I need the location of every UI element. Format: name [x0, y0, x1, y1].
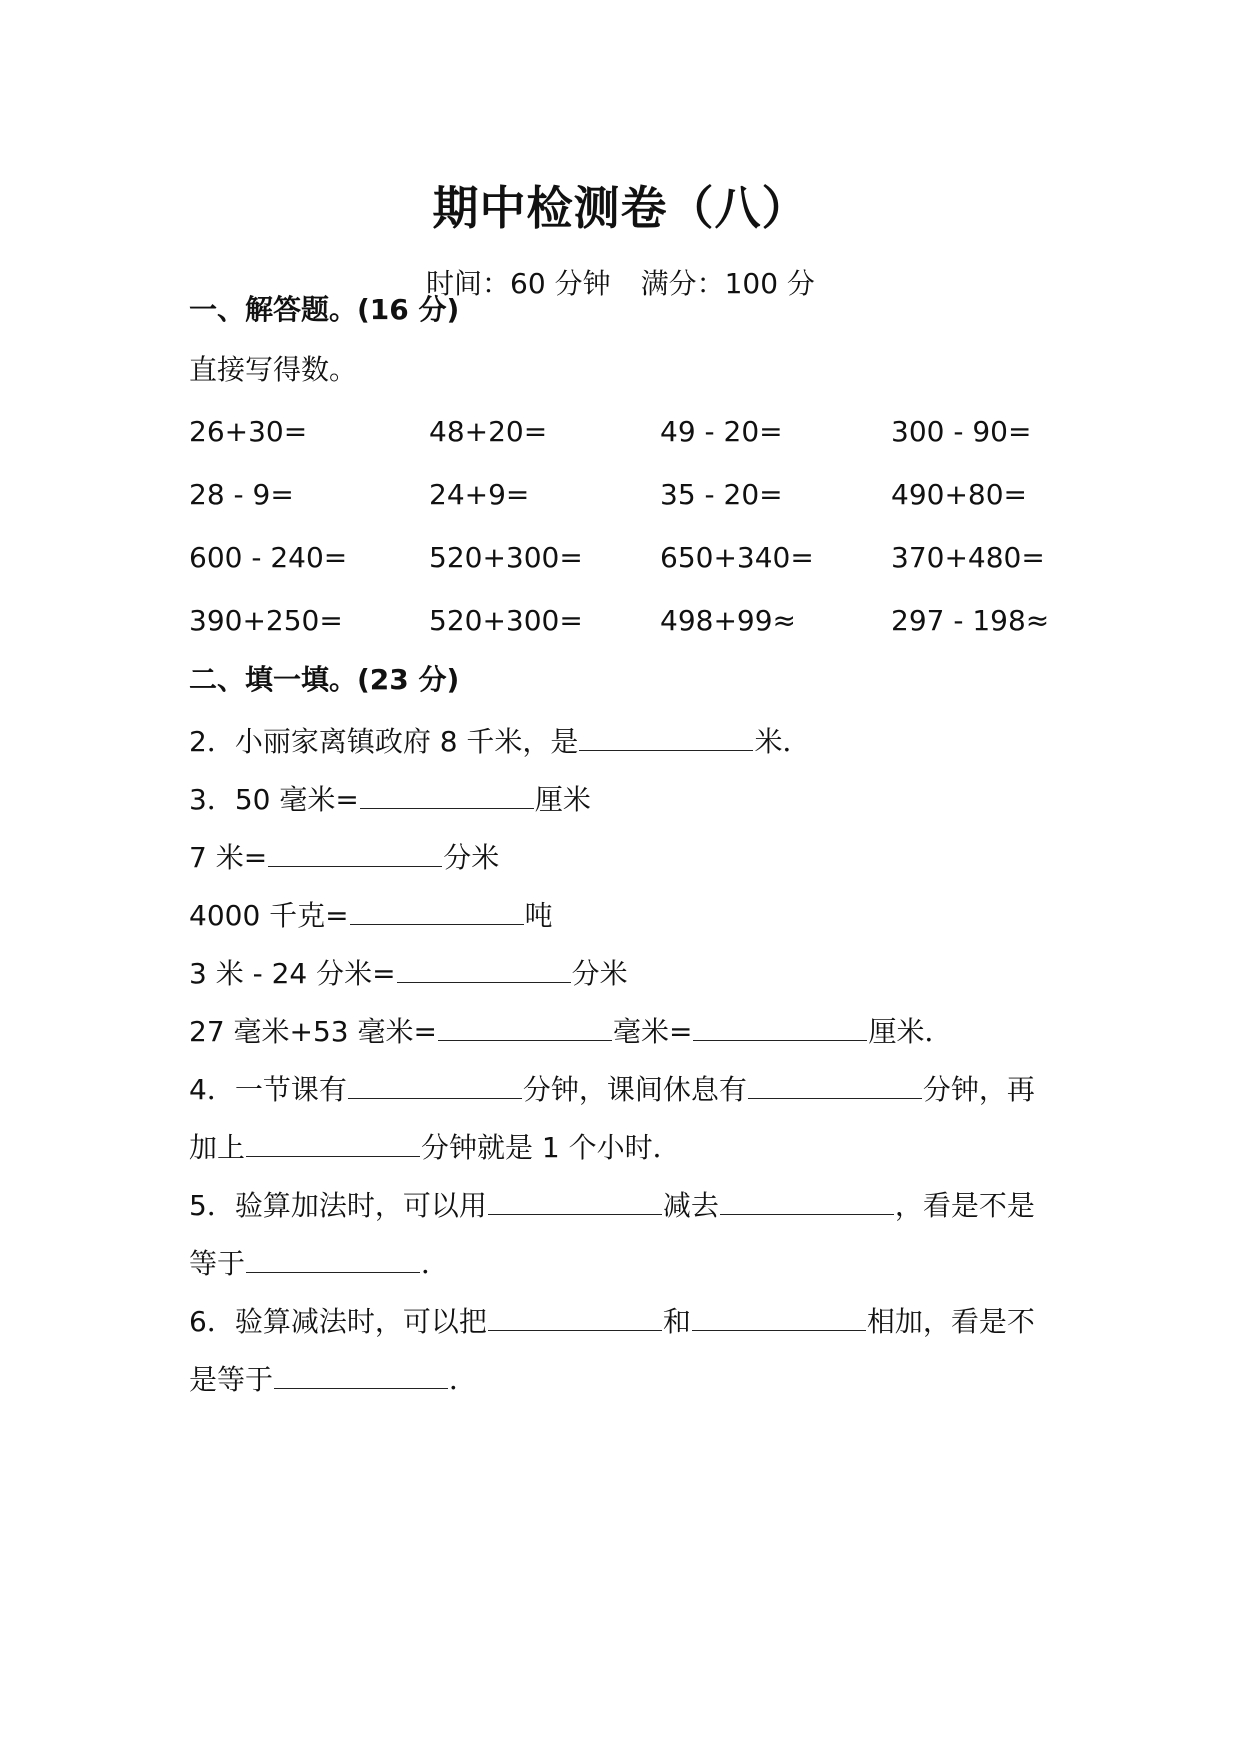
calc-item: 300 - 90=	[891, 415, 1032, 448]
question-3-part	[189, 952, 628, 994]
question-text: 吨	[524, 899, 553, 932]
question-text: 减去	[662, 1189, 719, 1222]
calc-item: 370+480=	[891, 541, 1045, 574]
question-3-part	[189, 894, 553, 936]
question-text: 27 毫米+53 毫米=	[189, 1015, 437, 1048]
question-3	[189, 778, 591, 820]
question-text: 分米	[571, 957, 628, 990]
question-text: 厘米．	[868, 1015, 953, 1048]
calc-item: 600 - 240=	[189, 541, 348, 574]
question-text: 分钟，再	[922, 1073, 1035, 1106]
question-text: 厘米	[534, 783, 591, 816]
question-5	[189, 1184, 1035, 1226]
question-text: 5．验算加法时，可以用	[189, 1189, 487, 1222]
calc-item: 520+300=	[429, 541, 583, 574]
answer-blank[interactable]	[438, 1010, 612, 1041]
question-3-part	[189, 836, 499, 878]
answer-blank[interactable]	[348, 1068, 522, 1099]
answer-blank[interactable]	[488, 1300, 662, 1331]
question-text: 4．一节课有	[189, 1073, 347, 1106]
answer-blank[interactable]	[397, 952, 571, 983]
question-text: 6．验算减法时，可以把	[189, 1305, 487, 1338]
calc-item: 26+30=	[189, 415, 308, 448]
question-text: 相加，看是不	[866, 1305, 1035, 1338]
answer-blank[interactable]	[748, 1068, 922, 1099]
calc-item: 390+250=	[189, 604, 343, 637]
page-title: 期中检测卷（八）	[432, 181, 809, 235]
question-text: 毫米=	[612, 1015, 693, 1048]
question-6	[189, 1300, 1035, 1342]
question-text: ，看是不是	[894, 1189, 1035, 1222]
calc-item: 498+99≈	[660, 604, 796, 637]
answer-blank[interactable]	[350, 894, 524, 925]
calc-item: 28 - 9=	[189, 478, 294, 511]
calc-row	[189, 475, 1069, 515]
question-text: 4000 千克=	[189, 899, 349, 932]
calc-item: 520+300=	[429, 604, 583, 637]
question-text: ．	[449, 1363, 478, 1396]
question-5-cont	[189, 1242, 449, 1284]
calc-item: 490+80=	[891, 478, 1027, 511]
section1-instruction: 直接写得数。	[189, 353, 358, 386]
answer-blank[interactable]	[274, 1358, 448, 1389]
answer-blank[interactable]	[488, 1184, 662, 1215]
calc-item: 48+20=	[429, 415, 548, 448]
question-text: 米．	[754, 725, 811, 758]
exam-info	[0, 262, 1241, 302]
question-text: 加上	[189, 1131, 246, 1164]
question-text: 等于	[189, 1247, 246, 1280]
full-score: 满分：100 分	[640, 267, 815, 300]
question-text: 分钟，课间休息有	[522, 1073, 747, 1106]
question-text: 是等于	[189, 1363, 274, 1396]
question-3-part	[189, 1010, 952, 1052]
calc-item: 24+9=	[429, 478, 530, 511]
question-text: 3 米 - 24 分米=	[189, 957, 396, 990]
question-text: ．	[421, 1247, 450, 1280]
question-text: 2．小丽家离镇政府 8 千米，是	[189, 725, 579, 758]
section1-heading: 一、解答题。(16 分)	[189, 293, 460, 326]
question-4-cont	[189, 1126, 681, 1168]
answer-blank[interactable]	[268, 836, 442, 867]
question-6-cont	[189, 1358, 477, 1400]
question-text: 3．50 毫米=	[189, 783, 359, 816]
question-text: 分米	[443, 841, 500, 874]
answer-blank[interactable]	[720, 1184, 894, 1215]
section2-heading: 二、填一填。(23 分)	[189, 663, 460, 696]
calc-row	[189, 538, 1069, 578]
calc-row	[189, 412, 1069, 452]
question-text: 分钟就是 1 个小时．	[421, 1131, 681, 1164]
time-limit: 时间：60 分钟	[426, 267, 611, 300]
calc-item: 650+340=	[660, 541, 814, 574]
answer-blank[interactable]	[246, 1242, 420, 1273]
question-2	[189, 720, 810, 762]
answer-blank[interactable]	[246, 1126, 420, 1157]
question-4	[189, 1068, 1035, 1110]
question-text: 和	[662, 1305, 691, 1338]
answer-blank[interactable]	[693, 1010, 867, 1041]
question-text: 7 米=	[189, 841, 268, 874]
calc-row	[189, 601, 1069, 641]
calc-item: 35 - 20=	[660, 478, 783, 511]
answer-blank[interactable]	[579, 720, 753, 751]
calc-item: 49 - 20=	[660, 415, 783, 448]
calc-item: 297 - 198≈	[891, 604, 1050, 637]
answer-blank[interactable]	[692, 1300, 866, 1331]
answer-blank[interactable]	[360, 778, 534, 809]
